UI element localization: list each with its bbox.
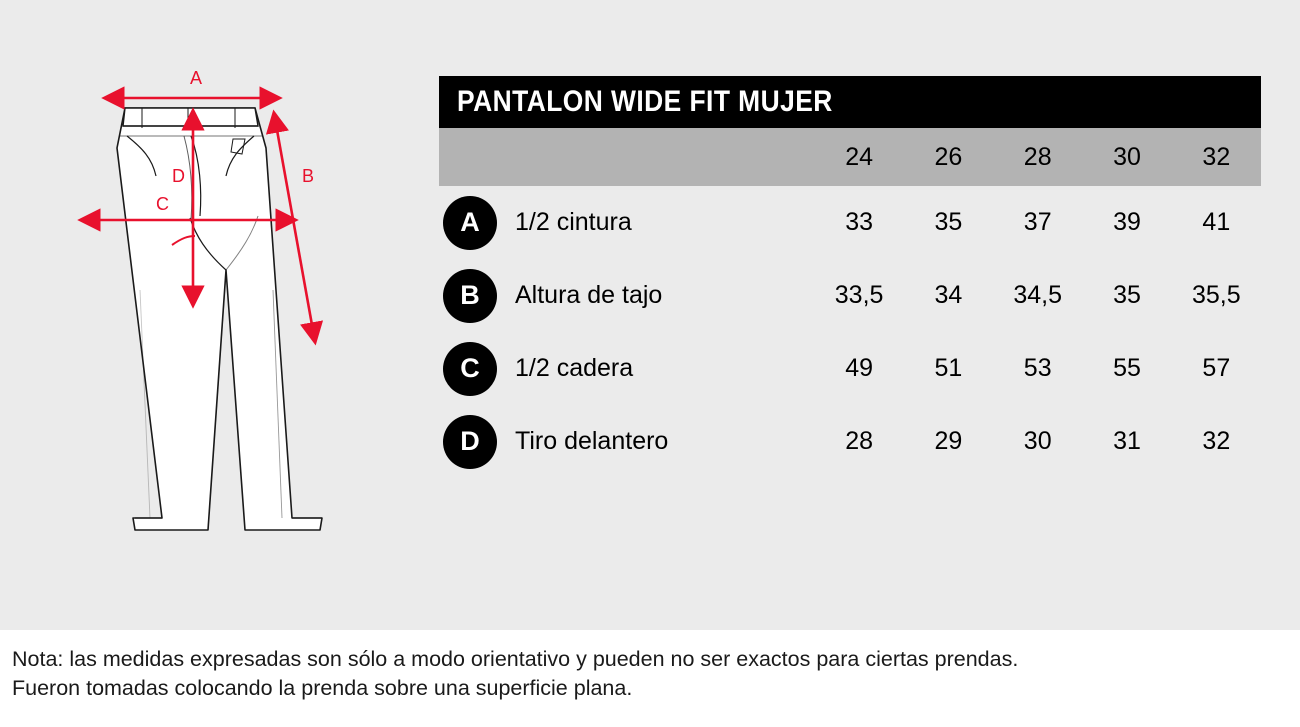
- note-line-2: Fueron tomadas colocando la prenda sobre una superficie plana.: [12, 676, 633, 701]
- size-table-header-row: [439, 128, 1261, 186]
- measurement-name: 1/2 cintura: [515, 208, 632, 236]
- size-header-24: 24: [845, 142, 874, 171]
- value-b-26: 34: [934, 281, 963, 309]
- value-a-28: 37: [1023, 208, 1052, 236]
- value-c-28: 53: [1023, 354, 1052, 382]
- measurement-cell: [439, 259, 814, 332]
- measurement-cell: [439, 332, 814, 405]
- value-d-30: 31: [1113, 427, 1141, 455]
- size-header-32: 32: [1202, 142, 1231, 171]
- value-c-30: 55: [1113, 354, 1141, 382]
- measurement-cell: [439, 186, 814, 259]
- value-b-30: 35: [1113, 281, 1141, 309]
- size-header-28: 28: [1023, 142, 1052, 171]
- badge-a: A: [443, 196, 497, 250]
- measurement-column-header: [439, 128, 814, 186]
- disclaimer-note: [12, 645, 1292, 703]
- size-table: [439, 128, 1261, 478]
- measurement-cell: [439, 405, 814, 478]
- value-d-24: 28: [845, 427, 874, 455]
- chart-title-bar: [439, 76, 1261, 128]
- value-c-24: 49: [845, 354, 874, 382]
- marker-d-label: D: [172, 166, 185, 186]
- badge-d: D: [443, 415, 497, 469]
- measurement-name: Altura de tajo: [515, 281, 663, 309]
- marker-c-label: C: [156, 194, 169, 214]
- size-table-container: [439, 76, 1261, 478]
- value-a-30: 39: [1113, 208, 1141, 236]
- value-a-24: 33: [845, 208, 874, 236]
- note-line-1: Nota: las medidas expresadas son sólo a modo orientativo y pueden no ser exactos para ciertas prendas.: [12, 647, 1019, 671]
- value-b-32: 35,5: [1191, 281, 1241, 309]
- table-row: [439, 332, 1261, 405]
- table-row: [439, 405, 1261, 478]
- size-header-30: 30: [1113, 142, 1141, 171]
- value-a-26: 35: [934, 208, 963, 236]
- table-row: [439, 186, 1261, 259]
- garment-diagram: [30, 40, 410, 560]
- marker-a-label: A: [190, 68, 203, 88]
- marker-b-label: B: [302, 166, 315, 186]
- value-b-28: 34,5: [1013, 281, 1063, 309]
- value-d-28: 30: [1023, 427, 1052, 455]
- value-b-24: 33,5: [834, 281, 884, 309]
- measurement-name: Tiro delantero: [515, 427, 669, 455]
- table-row: [439, 259, 1261, 332]
- value-d-32: 32: [1202, 427, 1231, 455]
- value-c-26: 51: [934, 354, 963, 382]
- value-d-26: 29: [934, 427, 963, 455]
- page-title: PANTALON WIDE FIT MUJER: [457, 85, 833, 118]
- badge-c: C: [443, 342, 497, 396]
- value-c-32: 57: [1202, 354, 1231, 382]
- value-a-32: 41: [1202, 208, 1231, 236]
- size-header-26: 26: [934, 142, 963, 171]
- measurement-name: 1/2 cadera: [515, 354, 634, 382]
- badge-b: B: [443, 269, 497, 323]
